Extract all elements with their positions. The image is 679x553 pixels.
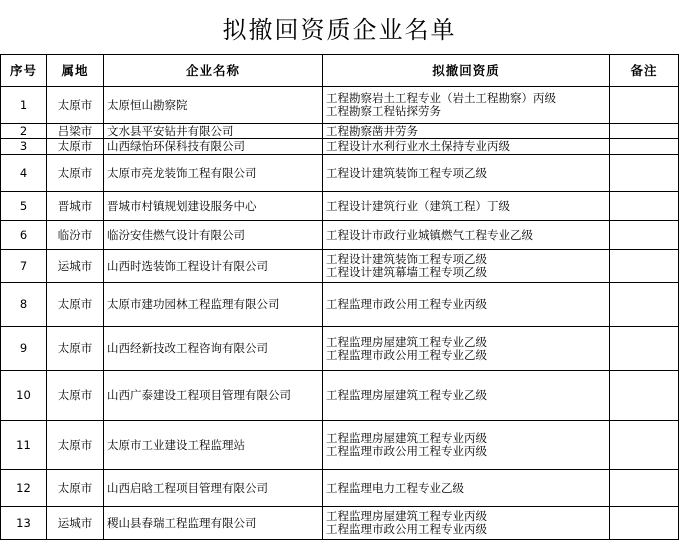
header-no: 序号 — [1, 55, 47, 87]
row-region: 太原市 — [47, 421, 104, 470]
row-remark — [610, 139, 679, 155]
row-qualification — [323, 283, 610, 327]
row-number: 8 — [1, 283, 47, 327]
row-qualification — [323, 507, 610, 540]
row-company: 太原恒山勘察院 — [104, 87, 323, 124]
row-remark — [610, 192, 679, 221]
row-region: 运城市 — [47, 507, 104, 540]
table-row — [1, 421, 679, 470]
row-qualification — [323, 327, 610, 371]
row-company: 晋城市村镇规划建设服务中心 — [104, 192, 323, 221]
table-row — [1, 371, 679, 421]
row-number: 13 — [1, 507, 47, 540]
row-number: 12 — [1, 470, 47, 507]
row-remark — [610, 507, 679, 540]
row-remark — [610, 470, 679, 507]
row-qualification — [323, 139, 610, 155]
row-number: 7 — [1, 250, 47, 283]
row-number: 2 — [1, 124, 47, 139]
table-row — [1, 470, 679, 507]
qualification-line: 工程监理市政公用工程专业丙级 — [326, 444, 487, 458]
qualification-line: 工程监理电力工程专业乙级 — [326, 480, 464, 495]
qualification-line: 工程监理房屋建筑工程专业乙级 — [326, 334, 487, 349]
table-row — [1, 192, 679, 221]
document-title: 拟撤回资质企业名单 — [222, 15, 457, 44]
qualification-line: 工程设计建筑幕墙工程专项乙级 — [326, 265, 487, 279]
table-row — [1, 221, 679, 250]
header-company: 企业名称 — [104, 55, 323, 87]
qualification-line: 工程监理市政公用工程专业丙级 — [326, 522, 487, 536]
header-remark: 备注 — [610, 55, 679, 87]
header-qualification: 拟撤回资质 — [323, 55, 610, 87]
row-company: 稷山县春瑞工程监理有限公司 — [104, 507, 323, 540]
row-number: 9 — [1, 327, 47, 371]
row-company: 山西时选装饰工程设计有限公司 — [104, 250, 323, 283]
table-row — [1, 87, 679, 124]
row-number: 6 — [1, 221, 47, 250]
row-region: 太原市 — [47, 283, 104, 327]
table-row — [1, 283, 679, 327]
row-qualification — [323, 124, 610, 139]
row-remark — [610, 371, 679, 421]
qualification-line: 工程设计建筑行业（建筑工程）丁级 — [326, 198, 510, 213]
qualification-line: 工程设计水利行业水土保持专业丙级 — [326, 139, 510, 153]
qualification-line: 工程设计建筑装饰工程专项乙级 — [326, 165, 487, 180]
table-row — [1, 250, 679, 283]
table-row — [1, 327, 679, 371]
row-qualification — [323, 470, 610, 507]
table-header-row — [1, 55, 679, 87]
row-region: 运城市 — [47, 250, 104, 283]
row-region: 太原市 — [47, 470, 104, 507]
row-region: 太原市 — [47, 139, 104, 155]
qualification-line: 工程监理房屋建筑工程专业丙级 — [326, 509, 487, 523]
row-number: 11 — [1, 421, 47, 470]
row-remark — [610, 421, 679, 470]
qualification-line: 工程监理房屋建筑工程专业乙级 — [326, 388, 487, 402]
row-remark — [610, 124, 679, 139]
row-number: 10 — [1, 371, 47, 421]
row-region: 太原市 — [47, 155, 104, 192]
row-remark — [610, 250, 679, 283]
row-company: 太原市建功园林工程监理有限公司 — [104, 283, 323, 327]
row-qualification — [323, 155, 610, 192]
qualification-line: 工程监理市政公用工程专业丙级 — [326, 297, 487, 311]
row-remark — [610, 283, 679, 327]
row-remark — [610, 87, 679, 124]
row-company: 山西经新技改工程咨询有限公司 — [104, 327, 323, 371]
row-remark — [610, 155, 679, 192]
table-row — [1, 124, 679, 139]
table-body — [1, 87, 679, 540]
row-qualification — [323, 192, 610, 221]
row-number: 5 — [1, 192, 47, 221]
row-remark — [610, 221, 679, 250]
row-number: 1 — [1, 87, 47, 124]
row-company: 临汾安佳燃气设计有限公司 — [104, 221, 323, 250]
row-qualification — [323, 221, 610, 250]
qualification-line: 工程设计市政行业城镇燃气工程专业乙级 — [326, 227, 533, 242]
qualification-line: 工程勘察工程钻探劳务 — [326, 104, 441, 118]
row-company: 文水县平安钻井有限公司 — [104, 124, 323, 139]
row-number: 4 — [1, 155, 47, 192]
row-number: 3 — [1, 139, 47, 155]
table-row — [1, 507, 679, 540]
qualification-line: 工程监理市政公用工程专业乙级 — [326, 347, 487, 362]
row-remark — [610, 327, 679, 371]
qualification-table — [0, 54, 679, 540]
row-company: 山西启晗工程项目管理有限公司 — [104, 470, 323, 507]
table-row — [1, 139, 679, 155]
row-company: 山西绿怡环保科技有限公司 — [104, 139, 323, 155]
table-row — [1, 155, 679, 192]
qualification-line: 工程勘察凿井劳务 — [326, 123, 418, 138]
row-qualification — [323, 371, 610, 421]
row-region: 太原市 — [47, 371, 104, 421]
row-region: 吕梁市 — [47, 124, 104, 139]
row-region: 临汾市 — [47, 221, 104, 250]
row-company: 山西广泰建设工程项目管理有限公司 — [104, 371, 323, 421]
row-qualification — [323, 421, 610, 470]
row-company: 太原市工业建设工程监理站 — [104, 421, 323, 470]
row-company: 太原市亮龙装饰工程有限公司 — [104, 155, 323, 192]
qualification-line: 工程监理房屋建筑工程专业丙级 — [326, 431, 487, 445]
header-region: 属地 — [47, 55, 104, 87]
row-qualification — [323, 87, 610, 124]
row-region: 太原市 — [47, 327, 104, 371]
row-region: 晋城市 — [47, 192, 104, 221]
row-qualification — [323, 250, 610, 283]
qualification-line: 工程设计建筑装饰工程专项乙级 — [326, 252, 487, 266]
qualification-line: 工程勘察岩土工程专业（岩土工程勘察）丙级 — [326, 91, 556, 105]
row-region: 太原市 — [47, 87, 104, 124]
